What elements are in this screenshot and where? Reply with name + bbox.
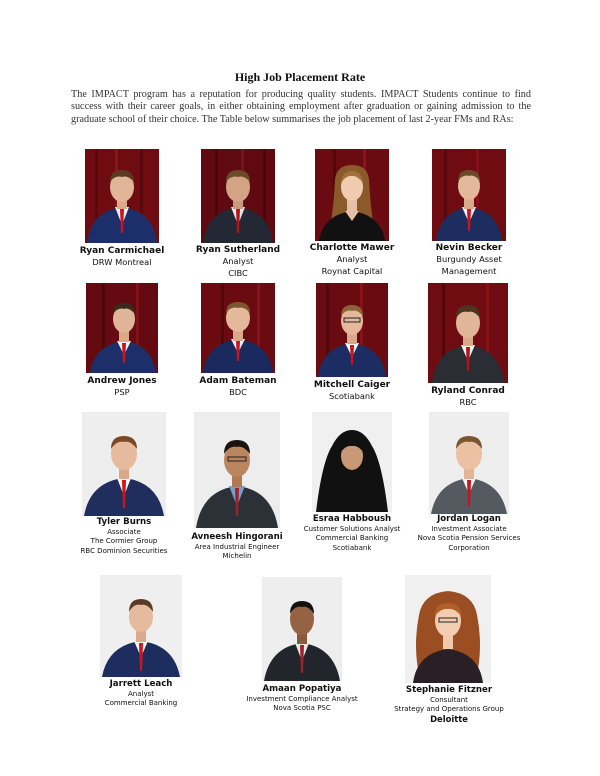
person-caption xyxy=(173,244,303,279)
person-caption xyxy=(59,517,189,556)
person-detail: Roynat Capital xyxy=(321,265,383,276)
person-detail: Corporation xyxy=(448,543,490,552)
portrait-photo xyxy=(194,412,280,528)
person-detail: Strategy and Operations Group xyxy=(394,705,504,714)
person-name: Ryland Conrad xyxy=(431,386,505,396)
portrait-photo xyxy=(86,283,158,373)
person-name: Adam Bateman xyxy=(199,376,277,386)
person-name: Nevin Becker xyxy=(435,243,503,253)
person-detail: Scotiabank xyxy=(329,391,375,401)
person-detail: Investment Associate xyxy=(431,525,507,533)
person-caption xyxy=(404,514,534,553)
portrait-photo xyxy=(312,412,392,512)
portrait-photo xyxy=(85,149,159,243)
person-detail: Customer Solutions Analyst xyxy=(303,525,401,533)
person-caption xyxy=(173,375,303,399)
person-detail: Nova Scotia PSC xyxy=(273,704,331,713)
person-caption xyxy=(287,242,417,277)
portrait-photo xyxy=(100,575,182,677)
person-detail: The Cormier Group xyxy=(90,537,158,546)
person-name: Charlotte Mawer xyxy=(309,243,395,253)
person-detail: Investment Compliance Analyst xyxy=(246,695,358,703)
person-name: Jarrett Leach xyxy=(109,679,173,689)
person-detail: Area Industrial Engineer xyxy=(194,543,280,551)
portrait-photo xyxy=(201,283,275,373)
person-detail: PSP xyxy=(114,387,130,397)
person-name: Ryan Sutherland xyxy=(195,245,281,255)
person-detail: RBC Dominion Securities xyxy=(80,546,168,555)
person-detail: Commercial Banking xyxy=(315,534,389,543)
person-detail: Analyst xyxy=(128,690,154,698)
portrait-photo xyxy=(315,149,389,241)
person-name: Esraa Habboush xyxy=(312,514,392,524)
person-caption xyxy=(287,379,417,403)
person-detail: Michelin xyxy=(222,552,252,561)
person-detail: CIBC xyxy=(228,267,248,278)
person-detail: RBC xyxy=(459,397,477,407)
portrait-photo xyxy=(262,577,342,681)
portrait-photo xyxy=(201,149,275,243)
person-detail: Consultant xyxy=(430,696,468,704)
intro-paragraph: The IMPACT program has a reputation for producing quality students. IMPACT Students continue to find success with their career goals, in either obtaining employment after graduation or gaining admission to the graduate school of their choice. The Table below summarises the job placement of last 2-year FMs and RAs: xyxy=(71,89,531,125)
portrait-photo xyxy=(82,412,166,516)
person-caption xyxy=(404,242,534,277)
portrait-photo xyxy=(316,283,388,377)
person-caption xyxy=(57,245,187,269)
person-name: Tyler Burns xyxy=(96,517,152,527)
person-name: Amaan Popatiya xyxy=(262,684,342,694)
person-detail: Management xyxy=(441,265,497,276)
portrait-photo xyxy=(405,575,491,683)
person-detail: BDC xyxy=(229,387,247,397)
person-name: Jordan Logan xyxy=(437,514,501,524)
person-caption xyxy=(57,375,187,399)
person-detail: DRW Montreal xyxy=(92,257,152,267)
person-detail: Analyst xyxy=(336,254,368,264)
person-caption xyxy=(76,679,206,709)
person-detail: Commercial Banking xyxy=(104,699,178,708)
person-caption xyxy=(287,514,417,553)
person-caption xyxy=(237,684,367,714)
person-name: Ryan Carmichael xyxy=(79,246,165,256)
person-caption xyxy=(403,385,533,409)
portrait-photo xyxy=(428,283,508,383)
person-detail: Deloitte xyxy=(430,713,468,724)
page-title: High Job Placement Rate xyxy=(234,70,366,84)
person-detail: Scotiabank xyxy=(332,543,372,552)
person-detail: Associate xyxy=(107,528,141,536)
person-detail: Nova Scotia Pension Services xyxy=(417,534,521,543)
person-name: Avneesh Hingorani xyxy=(191,532,283,542)
person-caption xyxy=(172,532,302,562)
person-name: Mitchell Caiger xyxy=(313,380,391,390)
portrait-photo xyxy=(432,149,506,241)
person-name: Andrew Jones xyxy=(87,376,157,386)
person-detail: Burgundy Asset xyxy=(436,254,502,264)
person-name: Stephanie Fitzner xyxy=(405,685,493,695)
person-detail: Analyst xyxy=(222,256,254,266)
person-caption xyxy=(384,685,514,724)
portrait-photo xyxy=(429,412,509,514)
